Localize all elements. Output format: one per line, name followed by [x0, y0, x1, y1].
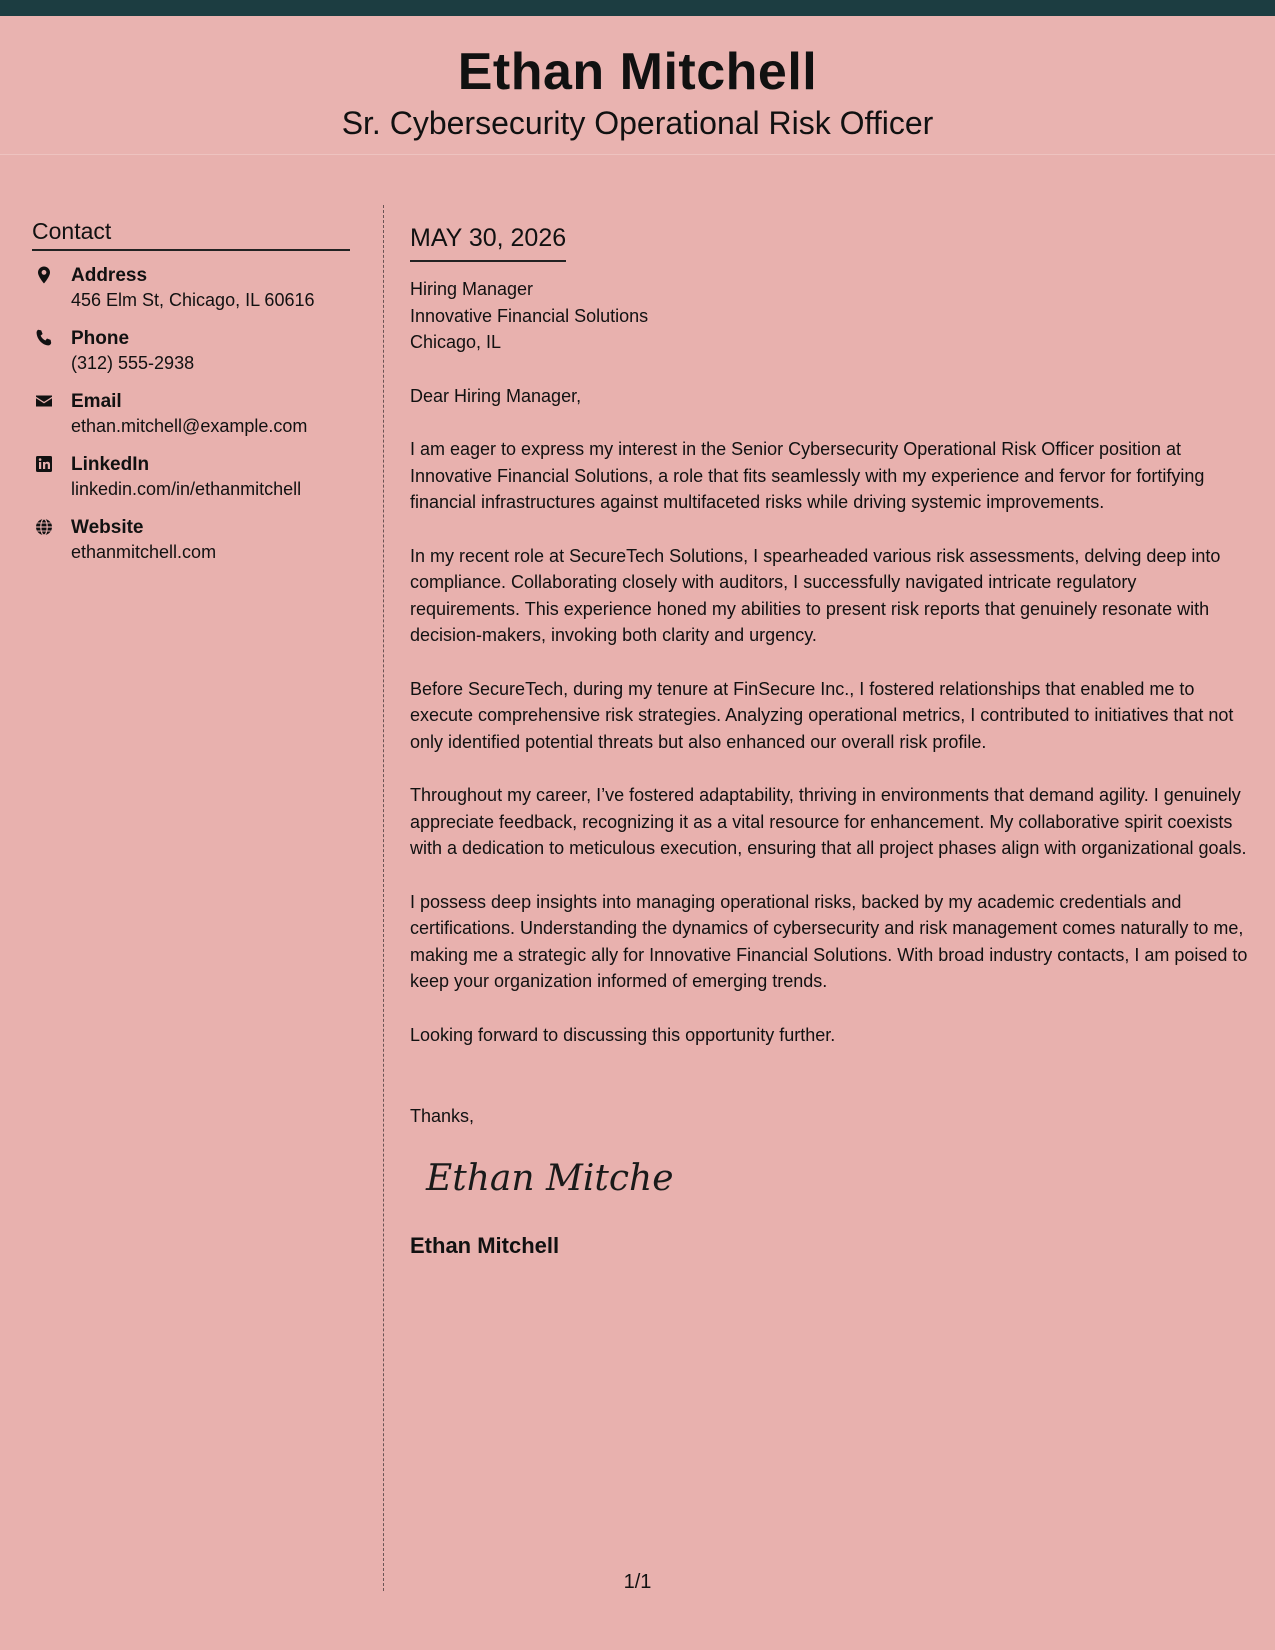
letter-date: MAY 30, 2026 — [410, 222, 566, 262]
contact-label: Address — [71, 265, 148, 286]
contact-heading: Contact — [32, 218, 350, 251]
contact-label: Website — [71, 517, 144, 538]
salutation: Dear Hiring Manager, — [410, 385, 582, 406]
map-pin-icon — [34, 265, 54, 285]
applicant-name: Ethan Mitchell — [457, 43, 818, 101]
contact-value: linkedin.com/in/ethanmitchell — [71, 479, 302, 499]
contact-label: Phone — [71, 328, 130, 349]
closing: Thanks, — [410, 1106, 475, 1126]
body-paragraph: I possess deep insights into managing operational risks, backed by my academic credentials and certifications. Understanding the dynamics of cybersecurity and risk management comes naturally to me, making me a strategic ally for Innovative Financial Solutions. With broad industry contacts, I am poised to keep your organization informed of emerging trends. — [410, 891, 1248, 991]
contact-email — [32, 389, 352, 440]
contact-label: LinkedIn — [71, 454, 150, 475]
linkedin-icon — [34, 454, 54, 474]
recipient-line: Chicago, IL — [410, 332, 502, 352]
contact-phone — [32, 326, 352, 377]
contact-sidebar — [32, 218, 352, 566]
contact-address — [32, 263, 352, 314]
body-paragraph: Looking forward to discussing this opportunity further. — [410, 1024, 836, 1045]
page-number: 1/1 — [623, 1571, 652, 1593]
column-divider — [383, 205, 384, 1591]
contact-label: Email — [71, 391, 122, 412]
body-paragraph: I am eager to express my interest in the Senior Cybersecurity Operational Risk Officer position at Innovative Financial Solutions, a role that fits seamlessly with my experience and fervor for fortifying financial infrastructures against multifaceted risks while driving systemic improvements. — [410, 439, 1205, 512]
handwritten-signature — [422, 1148, 672, 1208]
globe-icon — [34, 517, 54, 537]
signature-script: Ethan Mitchell — [426, 1157, 672, 1199]
job-title: Sr. Cybersecurity Operational Risk Officer — [341, 105, 934, 141]
contact-value: ethan.mitchell@example.com — [71, 416, 308, 436]
body-paragraph: Throughout my career, I’ve fostered adaptability, thriving in environments that demand agility. I genuinely appreciate feedback, recognizing it as a vital resource for enhancement. My collaborative spirit coexists with a dedication to meticulous execution, ensuring that all project phases align with organizational goals. — [410, 785, 1247, 858]
contact-value: (312) 555-2938 — [71, 353, 195, 373]
signer-name: Ethan Mitchell — [410, 1233, 560, 1258]
contact-value: 456 Elm St, Chicago, IL 60616 — [71, 290, 315, 310]
contact-linkedin — [32, 452, 352, 503]
page-header — [0, 16, 1275, 155]
phone-icon — [34, 328, 54, 348]
recipient-block — [410, 276, 1250, 356]
recipient-line: Hiring Manager — [410, 279, 534, 299]
body-paragraph: In my recent role at SecureTech Solutions, I spearheaded various risk assessments, delving deep into compliance. Collaborating closely with auditors, I successfully navigated intricate regulatory requirements. This experience honed my abilities to present risk reports that genuinely resonate with decision-makers, invoking both clarity and urgency. — [410, 545, 1221, 645]
letter-body — [410, 222, 1250, 1260]
contact-value: ethanmitchell.com — [71, 542, 217, 562]
top-accent-bar — [0, 0, 1275, 16]
email-icon — [34, 391, 54, 411]
contact-website — [32, 515, 352, 566]
recipient-line: Innovative Financial Solutions — [410, 305, 649, 326]
body-paragraph: Before SecureTech, during my tenure at FinSecure Inc., I fostered relationships that enabled me to execute comprehensive risk strategies. Analyzing operational metrics, I contributed to initiatives that not only identified potential threats but also enhanced our overall risk profile. — [410, 678, 1234, 752]
